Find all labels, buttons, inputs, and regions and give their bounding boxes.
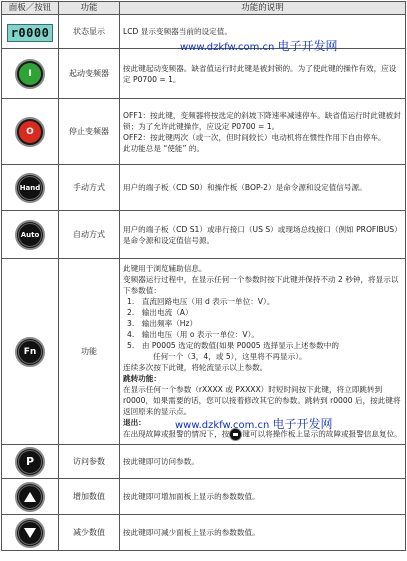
fn-item-4: 4. 输出电压（用 o 表示一单位：V）。 <box>127 329 260 339</box>
fn-item-1: 1. 直流回路电压（用 d 表示一单位：V）。 <box>127 296 275 306</box>
up-arrow-icon <box>18 485 42 509</box>
fn-jump-title: 跳转功能： <box>123 373 161 383</box>
func-hand: 手动方式 <box>59 165 120 211</box>
desc-status: LCD 显示变频器当前的设定值。 <box>123 27 232 36</box>
row-up <box>2 479 406 515</box>
desc-stop-off1: OFF1：按此键，变频器将按选定的斜坡下降速率减速停车。缺省值运行时此键被封锁；为了允许此键操作，应设定 P0700 = 1。 <box>123 110 401 131</box>
fn-exit-b: 键可以将操作板上显示的故障或报警信息复位。 <box>242 429 402 438</box>
row-down <box>2 515 406 551</box>
fn-item-2: 2. 输出电流（A） <box>127 307 193 317</box>
lcd-display: r0000 <box>7 24 53 42</box>
watermark-bottom-cn: 电子开发网 <box>272 417 333 431</box>
row-hand <box>2 165 406 211</box>
func-up: 增加数值 <box>59 479 120 515</box>
func-fn: 功能 <box>59 259 120 445</box>
func-stop: 停止变频器 <box>59 99 120 165</box>
desc-stop-off2: OFF2：按此键两次（或一次，但时间较长）电动机将在惯性作用下自由停车。 <box>123 132 386 142</box>
watermark-bottom-url: www.dzkfw.com.cn <box>175 420 270 431</box>
header-description: 功能的说明 <box>120 2 406 15</box>
auto-icon: Auto <box>18 223 42 247</box>
row-p <box>2 445 406 479</box>
fn-item-5: 5. 由 P0005 选定的数值(如果 P0005 选择显示上述参数中的 <box>127 340 339 350</box>
down-button[interactable] <box>15 518 45 548</box>
fn-exit-title: 退出： <box>123 417 146 427</box>
fn-item-3: 3. 输出频率（Hz） <box>127 318 198 328</box>
row-start <box>2 49 406 99</box>
p-icon: P <box>18 450 42 474</box>
fn-intro2: 变频器运行过程中，在显示任何一个参数时按下此键并保持不动 2 秒钟，将显示以下参数值： <box>123 274 399 295</box>
watermark-top-cn: 电子开发网 <box>277 39 338 53</box>
watermark-top-url: www.dzkfw.com.cn <box>180 42 275 53</box>
func-start: 起动变频器 <box>59 49 120 99</box>
header-panel: 面板／按钮 <box>2 2 59 15</box>
desc-stop-enable: 此功能总是 “使能” 的。 <box>123 143 205 153</box>
watermark-bottom <box>175 415 333 432</box>
fn-item-5b: 任何一个（3，4，或 5），这里将不再显示）。 <box>153 351 307 361</box>
watermark-top <box>180 37 338 54</box>
hand-icon: Hand <box>18 176 42 200</box>
desc-p: 按此键即可访问参数。 <box>123 457 199 466</box>
down-arrow-icon <box>18 521 42 545</box>
stop-icon: O <box>19 121 41 143</box>
fn-icon: Fn <box>18 340 42 364</box>
p-button[interactable] <box>15 447 45 477</box>
row-stop <box>2 99 406 165</box>
fn-cycle: 连续多次按下此键，将轮流显示以上参数。 <box>123 362 268 372</box>
start-button[interactable] <box>15 59 45 89</box>
start-icon: I <box>19 63 41 85</box>
hand-button[interactable] <box>15 173 45 203</box>
func-down: 减少数值 <box>59 515 120 551</box>
desc-start: 按此键起动变频器。缺省值运行时此键是被封锁的。为了使此键的操作有效，应设定 P0700 = 1。 <box>123 63 397 84</box>
auto-button[interactable] <box>15 220 45 250</box>
desc-down: 按此键即可减少面板上显示的参数数值。 <box>123 528 260 537</box>
stop-button[interactable] <box>15 117 45 147</box>
header-function: 功能 <box>59 2 120 15</box>
fn-intro1: 此键用于浏览辅助信息。 <box>123 263 207 273</box>
up-button[interactable] <box>15 482 45 512</box>
func-p: 访问参数 <box>59 445 120 479</box>
table-header-row <box>2 2 406 15</box>
row-auto <box>2 211 406 259</box>
desc-up: 按此键即可增加面板上显示的参数数值。 <box>123 492 260 501</box>
desc-hand: 用户的端子板（CD S0）和操作板（BOP-2）是命令源和设定值信号源。 <box>123 183 367 192</box>
func-status: 状态显示 <box>59 15 120 49</box>
fn-jump: 在显示任何一个参数（rXXXX 或 PXXXX）时短时间按下此键，将立即跳转到 r0000，如果需要的话，您可以接着修改其它的参数。跳转到 r0000 后，按此键将返回原来的显示点。 <box>123 384 401 416</box>
fn-button[interactable] <box>15 337 45 367</box>
func-auto: 自动方式 <box>59 211 120 259</box>
panel-buttons-table <box>1 1 406 551</box>
fn-exit-a: 在出现故障或报警的情况下，按 <box>123 429 230 438</box>
desc-auto: 用户的端子板（CD S1）或串行接口（US S）或现场总线接口（例如 PROFIBUS）是命令源和设定值信号源。 <box>123 224 402 245</box>
